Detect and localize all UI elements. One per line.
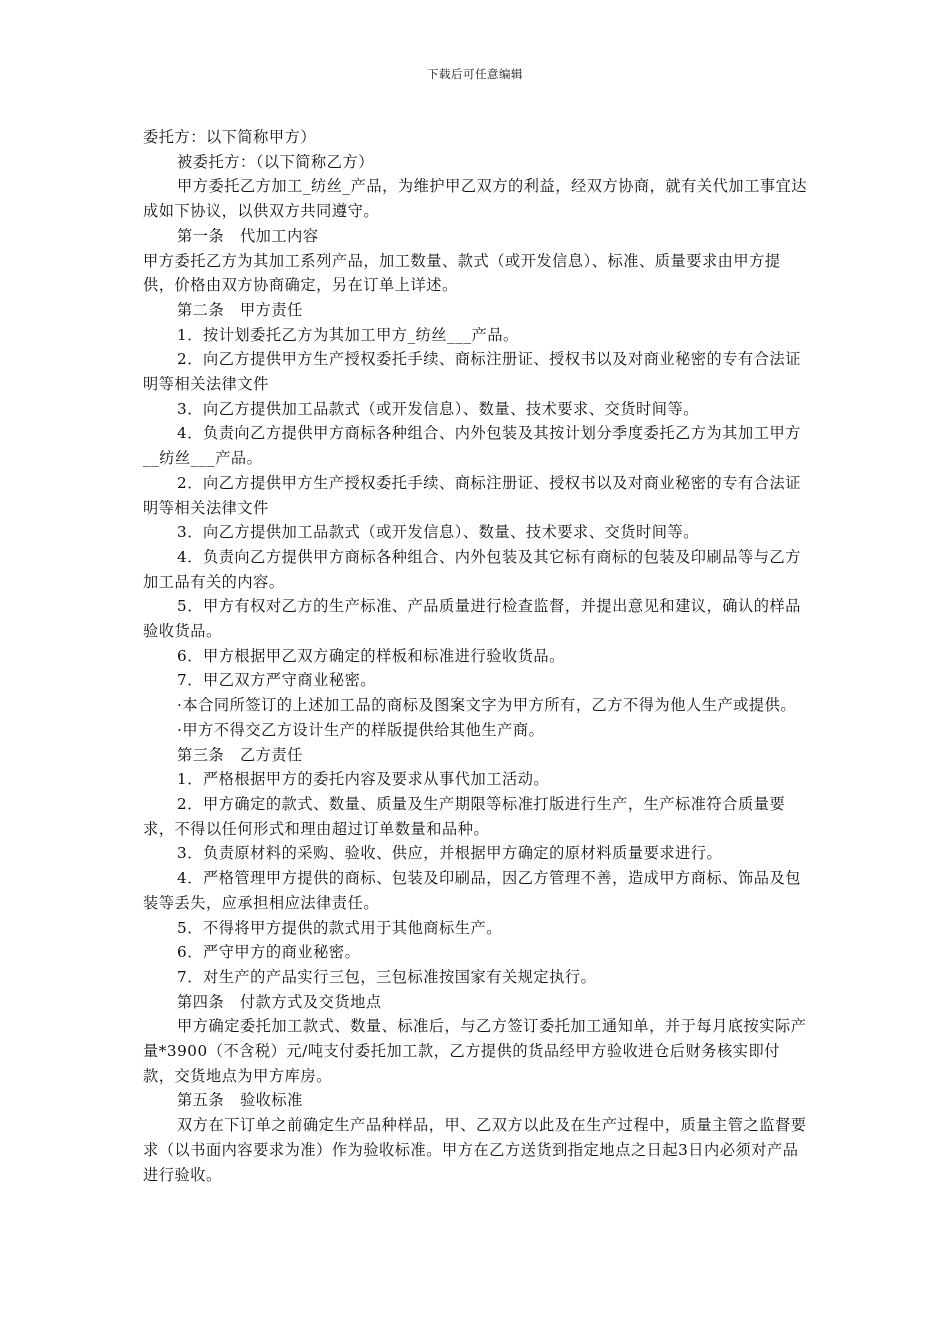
- paragraph: 双方在下订单之前确定生产品种样品，甲、乙双方以此及在生产过程中，质量主管之监督要求（以书面内容要求为准）作为验收标准。甲方在乙方送货到指定地点之日起3日内必须对产品进行验收。: [143, 1116, 807, 1184]
- paragraph: 2．向乙方提供甲方生产授权委托手续、商标注册证、授权书以及对商业秘密的专有合法证明等相关法律文件: [143, 473, 801, 517]
- paragraph: 甲方委托乙方为其加工系列产品，加工数量、款式（或开发信息）、标准、质量要求由甲方提供，价格由双方协商确定，另在订单上详述。: [143, 251, 781, 295]
- document-body: [143, 125, 809, 1187]
- paragraph: ·本合同所签订的上述加工品的商标及图案文字为甲方所有，乙方不得为他人生产或提供。: [177, 696, 797, 715]
- paragraph: 6．甲方根据甲乙双方确定的样板和标准进行验收货品。: [177, 646, 565, 665]
- paragraph: 第三条 乙方责任: [177, 745, 303, 764]
- paragraph: 被委托方：（以下简称乙方）: [177, 152, 374, 171]
- paragraph: 第一条 代加工内容: [177, 226, 319, 245]
- paragraph: 第五条 验收标准: [177, 1091, 303, 1110]
- paragraph: 第四条 付款方式及交货地点: [177, 992, 382, 1011]
- paragraph: 第二条 甲方责任: [177, 300, 303, 319]
- paragraph: 委托方：以下简称甲方）: [143, 128, 317, 146]
- paragraph: 3．向乙方提供加工品款式（或开发信息）、数量、技术要求、交货时间等。: [177, 399, 699, 418]
- paragraph: 6．严守甲方的商业秘密。: [177, 943, 361, 962]
- paragraph: 甲方委托乙方加工_纺丝_产品，为维护甲乙双方的利益，经双方协商，就有关代加工事宜达成如下协议，以供双方共同遵守。: [143, 177, 808, 221]
- paragraph: 7．甲乙双方严守商业秘密。: [177, 671, 377, 690]
- paragraph: 2．甲方确定的款式、数量、质量及生产期限等标准打版进行生产，生产标准符合质量要求，不得以任何形式和理由超过订单数量和品种。: [143, 794, 786, 838]
- paragraph: 2．向乙方提供甲方生产授权委托手续、商标注册证、授权书以及对商业秘密的专有合法证明等相关法律文件: [143, 350, 801, 394]
- paragraph: 3．负责原材料的采购、验收、供应，并根据甲方确定的原材料质量要求进行。: [177, 844, 723, 863]
- paragraph: 1．按计划委托乙方为其加工甲方_纺丝___产品。: [177, 325, 519, 344]
- paragraph: 4．负责向乙方提供甲方商标各种组合、内外包装及其按计划分季度委托乙方为其加工甲方__纺丝___产品。: [143, 424, 801, 468]
- paragraph: 4．负责向乙方提供甲方商标各种组合、内外包装及其它标有商标的包装及印刷品等与乙方加工品有关的内容。: [143, 547, 801, 591]
- paragraph: 1．严格根据甲方的委托内容及要求从事代加工活动。: [177, 770, 550, 789]
- paragraph: 7．对生产的产品实行三包，三包标准按国家有关规定执行。: [177, 967, 597, 986]
- page-header: 下载后可任意编辑: [427, 67, 523, 81]
- paragraph: 3．向乙方提供加工品款式（或开发信息）、数量、技术要求、交货时间等。: [177, 523, 699, 542]
- paragraph: 4．严格管理甲方提供的商标、包装及印刷品，因乙方管理不善，造成甲方商标、饰品及包装等丢失，应承担相应法律责任。: [143, 869, 801, 912]
- paragraph: ·甲方不得交乙方设计生产的样版提供给其他生产商。: [177, 720, 545, 739]
- paragraph: 5．甲方有权对乙方的生产标准、产品质量进行检查监督，并提出意见和建议，确认的样品验收货品。: [143, 597, 801, 641]
- paragraph: 甲方确定委托加工款式、数量、标准后，与乙方签订委托加工通知单，并于每月底按实际产量*3900（不含税）元/吨支付委托加工款，乙方提供的货品经甲方验收进仓后财务核实即付款，交货地点为甲方库房。: [143, 1017, 807, 1085]
- paragraph: 5．不得将甲方提供的款式用于其他商标生产。: [177, 918, 502, 937]
